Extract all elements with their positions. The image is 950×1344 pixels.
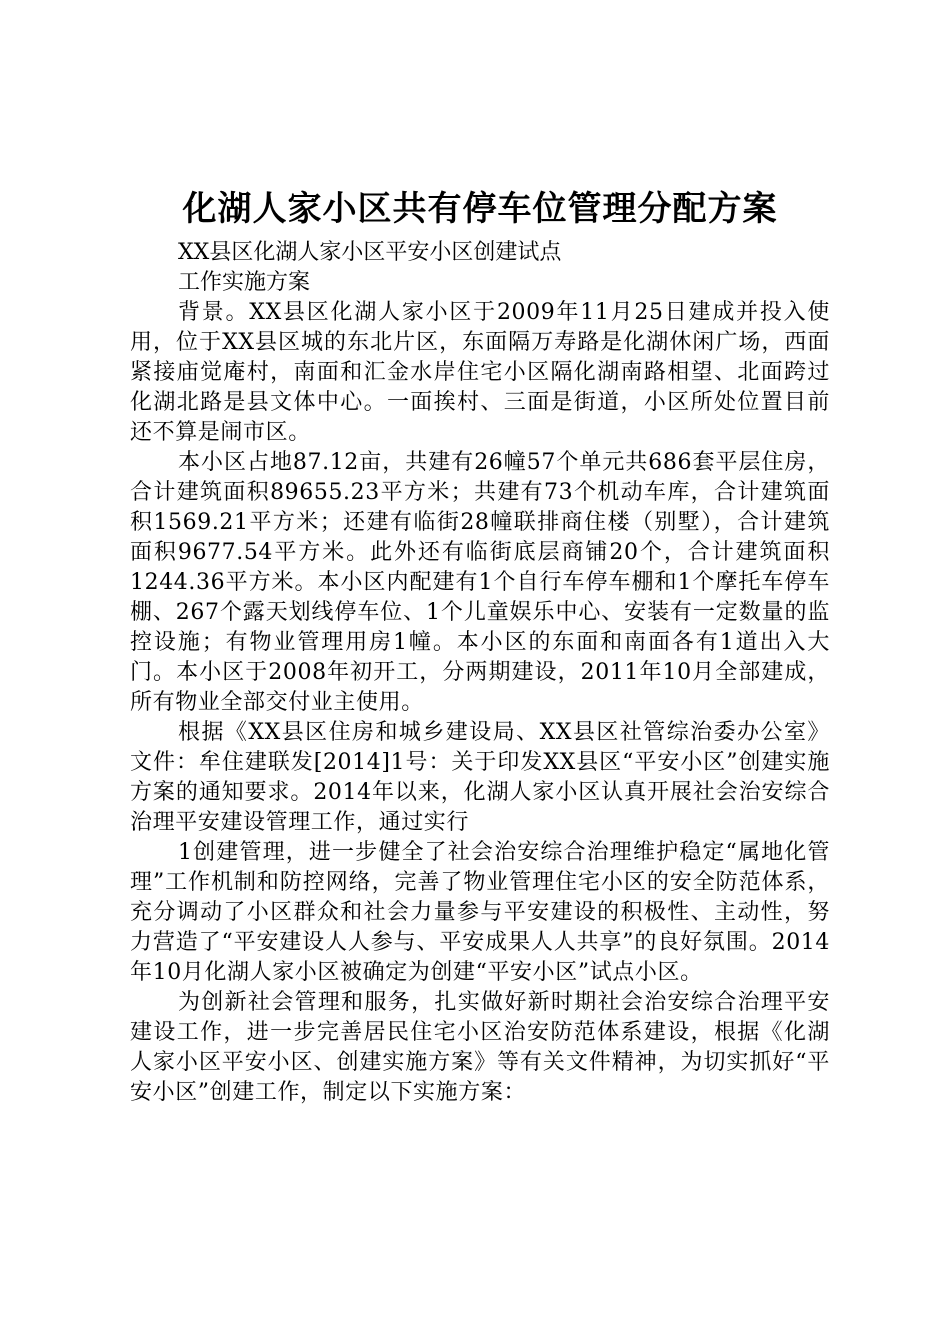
document-page: [130, 186, 830, 1108]
document-title: 化湖人家小区共有停车位管理分配方案: [182, 189, 778, 229]
paragraph-background: 背景。XX县区化湖人家小区于2009年11月25日建成并投入使用，位于XX县区城的东北片区，东面隔万寿路是化湖休闲广场，西面紧接庙觉庵村，南面和汇金水岸住宅小区隔化湖南路相望、北面跨过化湖北路是县文体中心。一面挨村、三面是街道，小区所处位置目前还不算是闹市区。: [130, 300, 830, 445]
paragraph-achievements: 1创建管理，进一步健全了社会治安综合治理维护稳定“属地化管理”工作机制和防控网络，完善了物业管理住宅小区的安全防范体系，充分调动了小区群众和社会力量参与平安建设的积极性、主动性，努力营造了“平安建设人人参与、平安成果人人共享”的良好氛围。2014年10月化湖人家小区被确定为创建“平安小区”试点小区。: [130, 840, 830, 985]
paragraph-overview: 本小区占地87.12亩，共建有26幢57个单元共686套平层住房，合计建筑面积89655.23平方米；共建有73个机动车库，合计建筑面积1569.21平方米；还建有临街28幢联排商住楼（别墅），合计建筑面积9677.54平方米。此外还有临街底层商铺20个，合计建筑面积1244.36平方米。本小区内配建有1个自行车停车棚和1个摩托车停车棚、267个露天划线停车位、1个儿童娱乐中心、安装有一定数量的监控设施；有物业管理用房1幢。本小区的东面和南面各有1道出入大门。本小区于2008年初开工，分两期建设，2011年10月全部建成，所有物业全部交付业主使用。: [130, 450, 830, 715]
paragraph-basis: 根据《XX县区住房和城乡建设局、XX县区社管综治委办公室》文件：牟住建联发[2014]1号：关于印发XX县区“平安小区”创建实施方案的通知要求。2014年以来，化湖人家小区认真开展社会治安综合治理平安建设管理工作，通过实行: [130, 720, 830, 835]
subtitle-line-2: 工作实施方案: [178, 270, 311, 295]
subtitle-line-1: XX县区化湖人家小区平安小区创建试点: [178, 240, 562, 265]
paragraph-purpose: 为创新社会管理和服务，扎实做好新时期社会治安综合治理平安建设工作，进一步完善居民住宅小区治安防范体系建设，根据《化湖人家小区平安小区、创建实施方案》等有关文件精神，为切实抓好“平安小区”创建工作，制定以下实施方案：: [130, 990, 830, 1105]
